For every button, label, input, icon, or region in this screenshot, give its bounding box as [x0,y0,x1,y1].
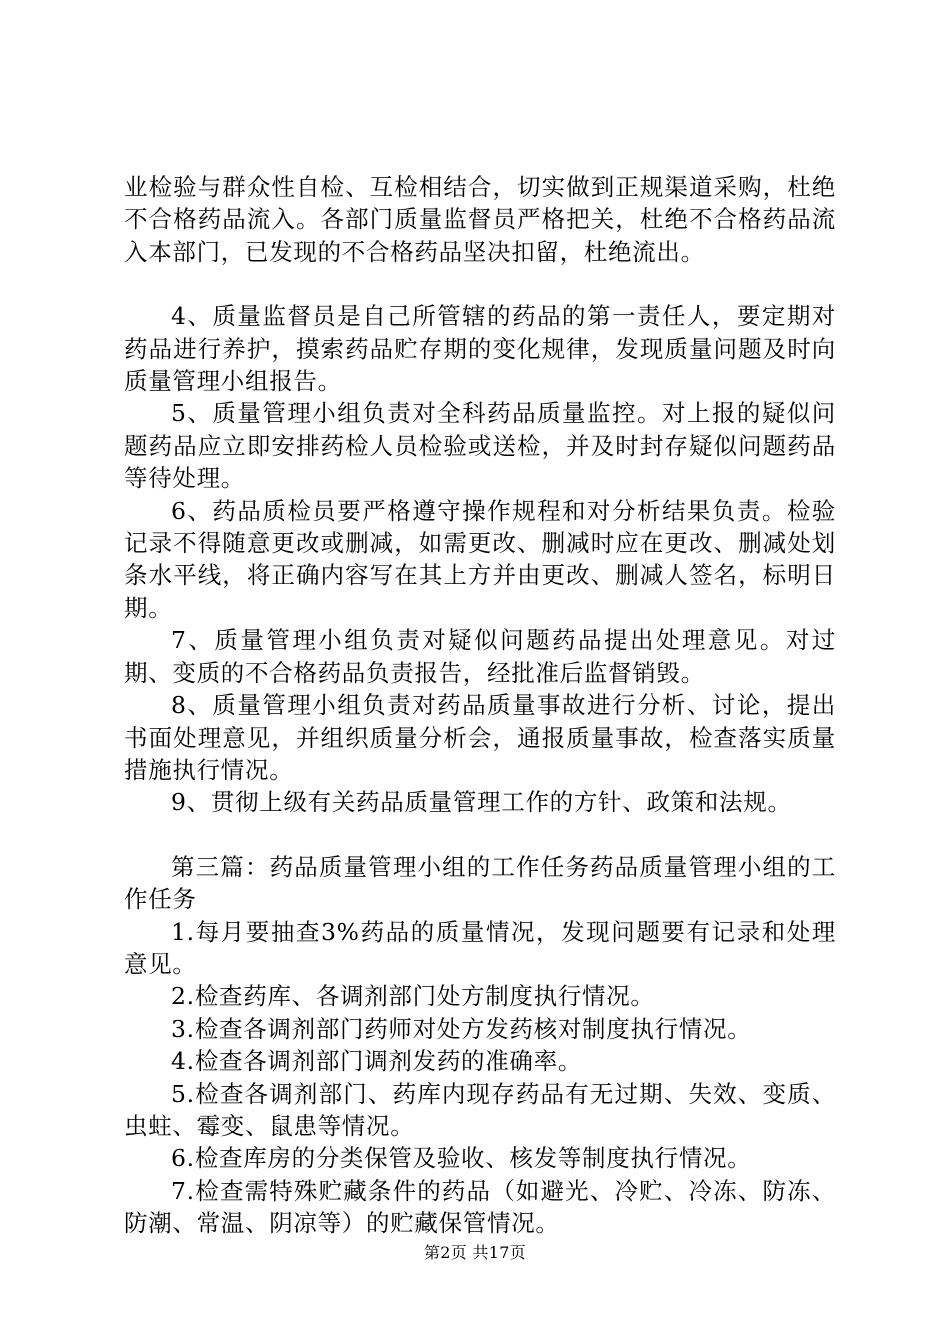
paragraph-item-5: 5、质量管理小组负责对全科药品质量监控。对上报的疑似问题药品应立即安排药检人员检验或送检，并及时封存疑似问题药品等待处理。 [124,399,836,493]
paragraph-gap [124,819,836,851]
task-item-2: 2.检查药库、各调剂部门处方制度执行情况。 [171,982,655,1011]
task-item-4: 4.检查各调剂部门调剂发药的准确率。 [171,1047,583,1076]
paragraph-gap [124,268,836,300]
paragraph-item-6: 6、药品质检员要严格遵守操作规程和对分析结果负责。检验记录不得随意更改或删减，如需更改、删减时应在更改、删减处划条水平线，将正确内容写在其上方并由更改、删减人签名，标明日期。 [124,496,836,622]
task-item-3: 3.检查各调剂部门药师对处方发药核对制度执行情况。 [171,1014,752,1043]
paragraph-item-7: 7、质量管理小组负责对疑似问题药品提出处理意见。对过期、变质的不合格药品负责报告，经批准后监督销毁。 [124,626,836,687]
task-item-6: 6.检查库房的分类保管及验收、核发等制度执行情况。 [171,1144,752,1173]
page-number: 第2页 共17页 [423,1243,527,1262]
section-title: 第三篇：药品质量管理小组的工作任务药品质量管理小组的工作任务 [124,852,836,914]
task-item-5: 5.检查各调剂部门、药库内现存药品有无过期、失效、变质、虫蛀、霉变、鼠患等情况。 [124,1079,836,1140]
paragraph-continued: 业检验与群众性自检、互检相结合，切实做到正规渠道采购，杜绝不合格药品流入。各部门质量监督员严格把关，杜绝不合格药品流入本部门，已发现的不合格药品坚决扣留，杜绝流出。 [124,173,836,266]
document-body [124,171,836,1240]
paragraph-item-4: 4、质量监督员是自己所管辖的药品的第一责任人，要定期对药品进行养护，摸索药品贮存期的变化规律，发现质量问题及时向质量管理小组报告。 [124,302,836,396]
task-item-1: 1.每月要抽查3%药品的质量情况，发现问题要有记录和处理意见。 [124,917,836,978]
paragraph-item-9: 9、贯彻上级有关药品质量管理工作的方针、政策和法规。 [171,788,792,817]
task-item-7: 7.检查需特殊贮藏条件的药品（如避光、冷贮、冷冻、防冻、防潮、常温、阴凉等）的贮藏保管情况。 [124,1176,836,1238]
paragraph-item-8: 8、质量管理小组负责对药品质量事故进行分析、讨论，提出书面处理意见，并组织质量分析会，通报质量事故，检查落实质量措施执行情况。 [124,691,836,784]
